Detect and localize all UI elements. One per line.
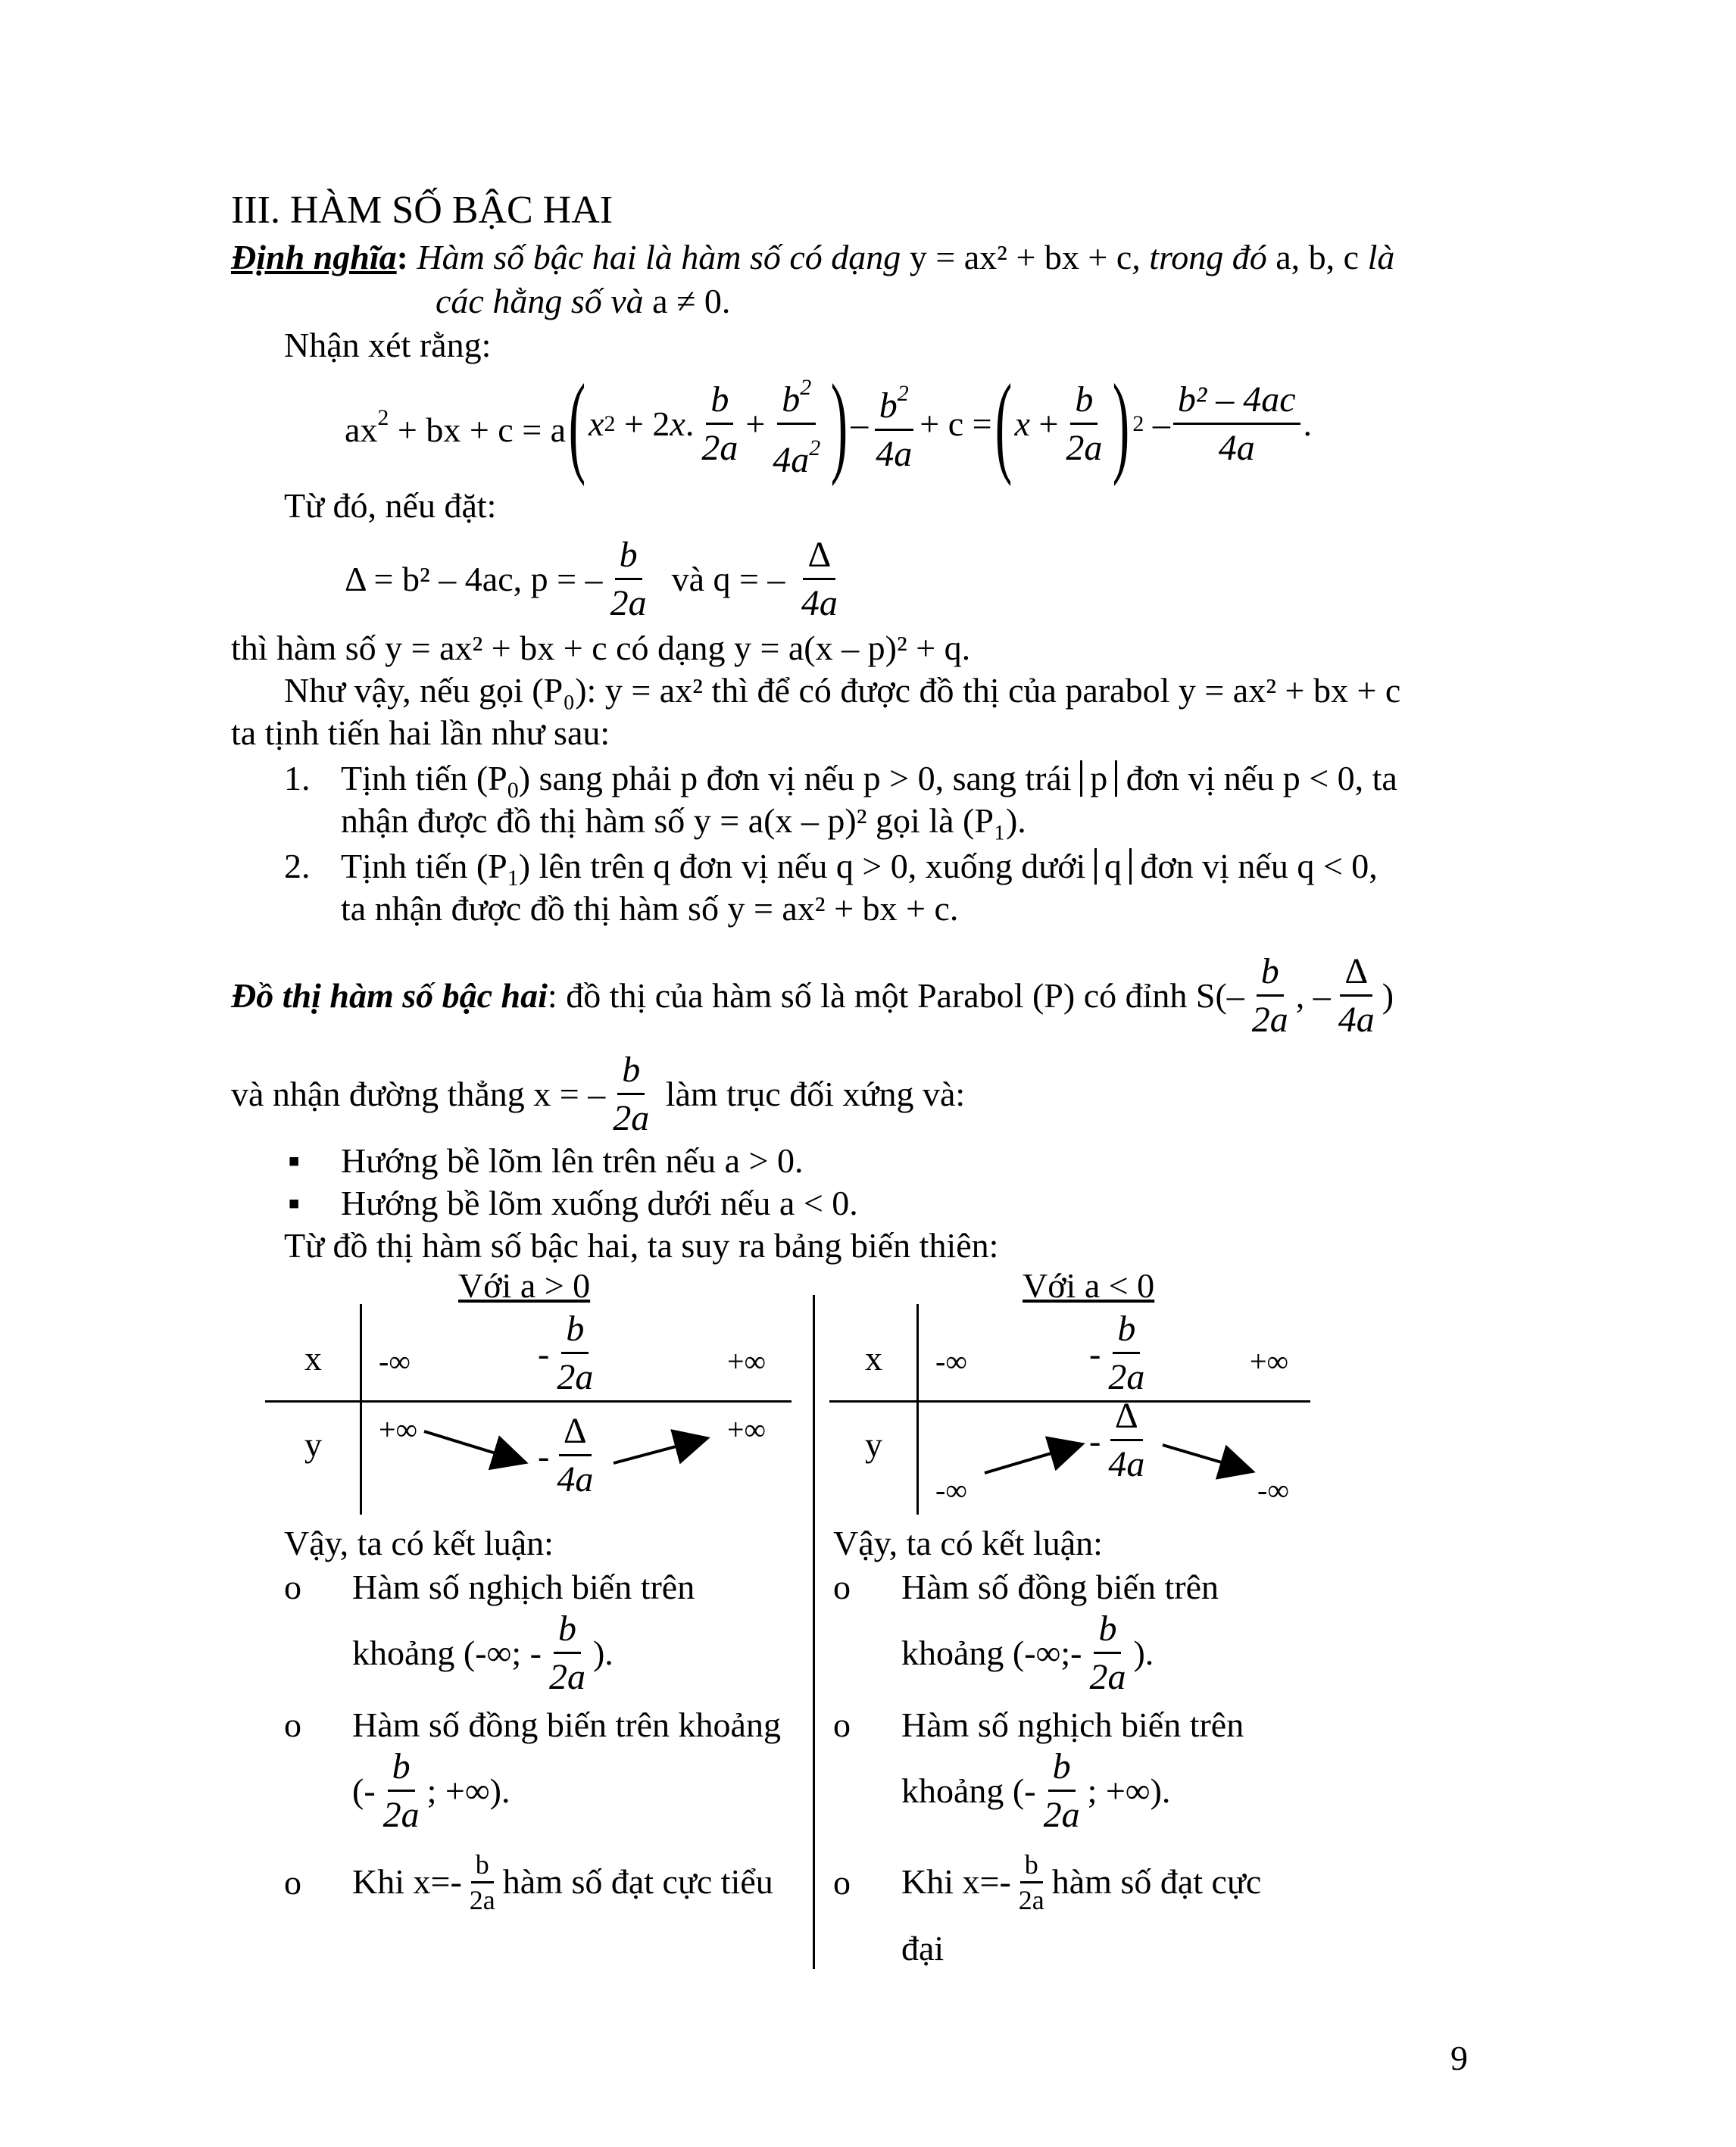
left-conclusion: Vậy, ta có kết luận: bbox=[284, 1524, 554, 1562]
fraction: $\frac{\text{b² – 4ac}}{4a}$ bbox=[1173, 377, 1300, 472]
step-1-line-1: Tịnh tiến $(P_0)$ sang phải p đơn vị nếu p > 0, sang trái p đơn vị nếu p < 0, ta bbox=[341, 759, 1397, 803]
right-table-title: Với a < 0 bbox=[1023, 1266, 1155, 1305]
bullet-icon: ▪ bbox=[288, 1184, 301, 1222]
fraction: $\frac{b}{2a}$ bbox=[606, 532, 651, 627]
fraction: $\frac{\Delta}{4a}$ bbox=[1334, 949, 1379, 1044]
right-item-3-line-1: Khi x=- $\frac{b}{2a}$ hàm số đạt cực bbox=[901, 1849, 1262, 1915]
left-y-pos-inf-end: +∞ bbox=[727, 1412, 767, 1446]
left-x-neg-inf: -∞ bbox=[379, 1344, 411, 1378]
translate-intro-2: ta tịnh tiến hai lần như sau: bbox=[231, 713, 610, 752]
right-table-hline bbox=[829, 1400, 1310, 1403]
left-arrows bbox=[409, 1416, 712, 1477]
definition-line-2: các hằng số và a ≠ 0. bbox=[436, 282, 731, 320]
fraction: $\frac{b}{2a}$ bbox=[545, 1606, 590, 1701]
left-x-pos-inf: +∞ bbox=[727, 1344, 767, 1378]
left-item-2-line-1: Hàm số đồng biến trên khoảng bbox=[352, 1705, 781, 1744]
graph-label: Đồ thị hàm số bậc hai bbox=[231, 976, 548, 1015]
left-y-min: - $\frac{\Delta}{4a}$ bbox=[538, 1409, 601, 1503]
right-item-2-line-2: khoảng (- $\frac{b}{2a}$ ; +∞). bbox=[901, 1742, 1170, 1840]
fraction: $\frac{b^2}{4a}$ bbox=[871, 371, 916, 478]
right-x-pos-inf: +∞ bbox=[1250, 1344, 1289, 1378]
bullet-item: Hướng bề lõm lên trên nếu a > 0. bbox=[341, 1141, 804, 1180]
column-divider bbox=[813, 1295, 815, 1969]
fraction: $\frac{\Delta}{4a}$ bbox=[552, 1409, 598, 1503]
right-item-3-line-2: đại bbox=[901, 1929, 944, 1968]
fraction: $\frac{\Delta}{4a}$ bbox=[797, 532, 842, 627]
right-arrows bbox=[977, 1424, 1265, 1484]
right-y-neg-inf-start: -∞ bbox=[935, 1473, 967, 1507]
right-y-neg-inf-end: -∞ bbox=[1257, 1473, 1289, 1507]
fraction: $\frac{b}{2a}$ bbox=[1018, 1849, 1044, 1915]
fraction: $\frac{b}{2a}$ bbox=[379, 1744, 424, 1839]
step-2-line-1: Tịnh tiến $(P_1)$ lên trên q đơn vị nếu q > 0, xuống dưới q đơn vị nếu q < 0, bbox=[341, 847, 1378, 891]
right-y-max: - $\frac{\Delta}{4a}$ bbox=[1089, 1393, 1152, 1488]
absolute-value: p bbox=[1080, 760, 1117, 797]
fraction: $\frac{b}{2a}$ bbox=[697, 377, 742, 472]
graph-description: Đồ thị hàm số bậc hai : đồ thị của hàm số là một Parabol (P) có đỉnh S(– $\frac{b}{2a}$ , – $\frac{\Delta}{4a}$ ) bbox=[231, 947, 1394, 1045]
left-y-pos-inf-start: +∞ bbox=[379, 1412, 418, 1446]
fraction: $\frac{b}{2a}$ bbox=[608, 1047, 654, 1142]
bullet-item: Hướng bề lõm xuống dưới nếu a < 0. bbox=[341, 1184, 858, 1222]
from-graph-text: Từ đồ thị hàm số bậc hai, ta suy ra bảng biến thiên: bbox=[284, 1226, 999, 1265]
step-1-number: 1. bbox=[284, 759, 311, 797]
left-item-1-line-2: khoảng (-∞; - $\frac{b}{2a}$ ). bbox=[352, 1604, 614, 1702]
variable-definitions: Δ = b² – 4ac, p = – $\frac{b}{2a}$ và q = – $\frac{\Delta}{4a}$ bbox=[345, 530, 845, 629]
right-conclusion: Vậy, ta có kết luận: bbox=[833, 1524, 1103, 1562]
left-item-3-line-1: Khi x=- $\frac{b}{2a}$ hàm số đạt cực tiểu bbox=[352, 1849, 773, 1915]
translate-intro-1: Như vậy, nếu gọi (P₀): y = ax² thì để có được đồ thị của parabol y = ax² + bx + c bbox=[284, 671, 1401, 710]
left-item-mark: o bbox=[284, 1705, 301, 1744]
right-x-critical: - $\frac{b}{2a}$ bbox=[1089, 1306, 1152, 1401]
fraction: $\frac{\Delta}{4a}$ bbox=[1104, 1393, 1149, 1488]
fraction: $\frac{b}{2a}$ bbox=[1085, 1606, 1130, 1701]
fraction: $\frac{b}{2a}$ bbox=[469, 1849, 495, 1915]
right-item-mark: o bbox=[833, 1568, 851, 1606]
increasing-arrow bbox=[985, 1445, 1079, 1473]
decreasing-arrow bbox=[424, 1431, 523, 1462]
right-item-1-line-1: Hàm số đồng biến trên bbox=[901, 1568, 1219, 1606]
remark-text: Nhận xét rằng: bbox=[284, 326, 492, 364]
right-table-vline bbox=[916, 1304, 919, 1515]
section-heading: III. HÀM SỐ BẬC HAI bbox=[231, 189, 614, 232]
right-item-1-line-2: khoảng (-∞;- $\frac{b}{2a}$ ). bbox=[901, 1604, 1154, 1702]
right-item-mark: o bbox=[833, 1863, 851, 1902]
fraction: $\frac{b}{2a}$ bbox=[1039, 1744, 1085, 1839]
step-2-line-2: ta nhận được đồ thị hàm số y = ax² + bx + c. bbox=[341, 889, 959, 928]
then-form-text: thì hàm số y = ax² + bx + c có dạng y = a(x – p)² + q. bbox=[231, 629, 971, 667]
fraction: $\frac{b}{2a}$ bbox=[1247, 949, 1293, 1044]
left-table-title: Với a > 0 bbox=[458, 1266, 591, 1305]
from-that-text: Từ đó, nếu đặt: bbox=[284, 486, 497, 525]
right-x-label: x bbox=[865, 1339, 882, 1378]
step-2-number: 2. bbox=[284, 847, 311, 885]
increasing-arrow bbox=[614, 1439, 704, 1463]
left-y-label: y bbox=[304, 1425, 322, 1464]
fraction: $\frac{b}{2a}$ bbox=[1104, 1306, 1149, 1401]
definition-line-1: Định nghĩa: Hàm số bậc hai là hàm số có dạng y = ax² + bx + c, trong đó a, b, c là bbox=[231, 238, 1395, 276]
fraction: $\frac{b}{2a}$ bbox=[1061, 377, 1107, 472]
left-table-hline bbox=[265, 1400, 792, 1403]
right-y-label: y bbox=[865, 1425, 882, 1464]
right-item-2-line-1: Hàm số nghịch biến trên bbox=[901, 1705, 1244, 1744]
left-x-critical: - $\frac{b}{2a}$ bbox=[538, 1306, 601, 1401]
completing-square-formula: $ax^2$ + bx + c = a ( x 2 + 2 x . $\frac{b}{2a}$ + $\frac{b^2}{4a^2}$ ) – $\frac{b^2}{4a}$ + c = ( x + $\frac{b}{2a}$ ) 2 – $\frac{\text{b² – 4ac}}{4a}$ . bbox=[345, 361, 1313, 487]
fraction: $\frac{b}{2a}$ bbox=[552, 1306, 598, 1401]
definition-label: Định nghĩa bbox=[231, 238, 397, 276]
left-item-mark: o bbox=[284, 1568, 301, 1606]
right-x-neg-inf: -∞ bbox=[935, 1344, 967, 1378]
page-number: 9 bbox=[1450, 2039, 1468, 2077]
left-item-1-line-1: Hàm số nghịch biến trên bbox=[352, 1568, 695, 1606]
step-1-line-2: nhận được đồ thị hàm số y = a(x – p)² gọi là (P₁). bbox=[341, 801, 1026, 840]
left-x-label: x bbox=[304, 1339, 322, 1378]
bullet-icon: ▪ bbox=[288, 1141, 301, 1180]
fraction: $\frac{b^2}{4a^2}$ bbox=[768, 365, 825, 484]
left-item-2-line-2: (- $\frac{b}{2a}$ ; +∞). bbox=[352, 1742, 510, 1840]
right-item-mark: o bbox=[833, 1705, 851, 1744]
left-item-mark: o bbox=[284, 1863, 301, 1902]
absolute-value: q bbox=[1094, 848, 1132, 885]
decreasing-arrow bbox=[1163, 1445, 1250, 1471]
left-table-vline bbox=[360, 1304, 362, 1515]
axis-description: và nhận đường thẳng x = – $\frac{b}{2a}$ làm trục đối xứng và: bbox=[231, 1045, 965, 1144]
